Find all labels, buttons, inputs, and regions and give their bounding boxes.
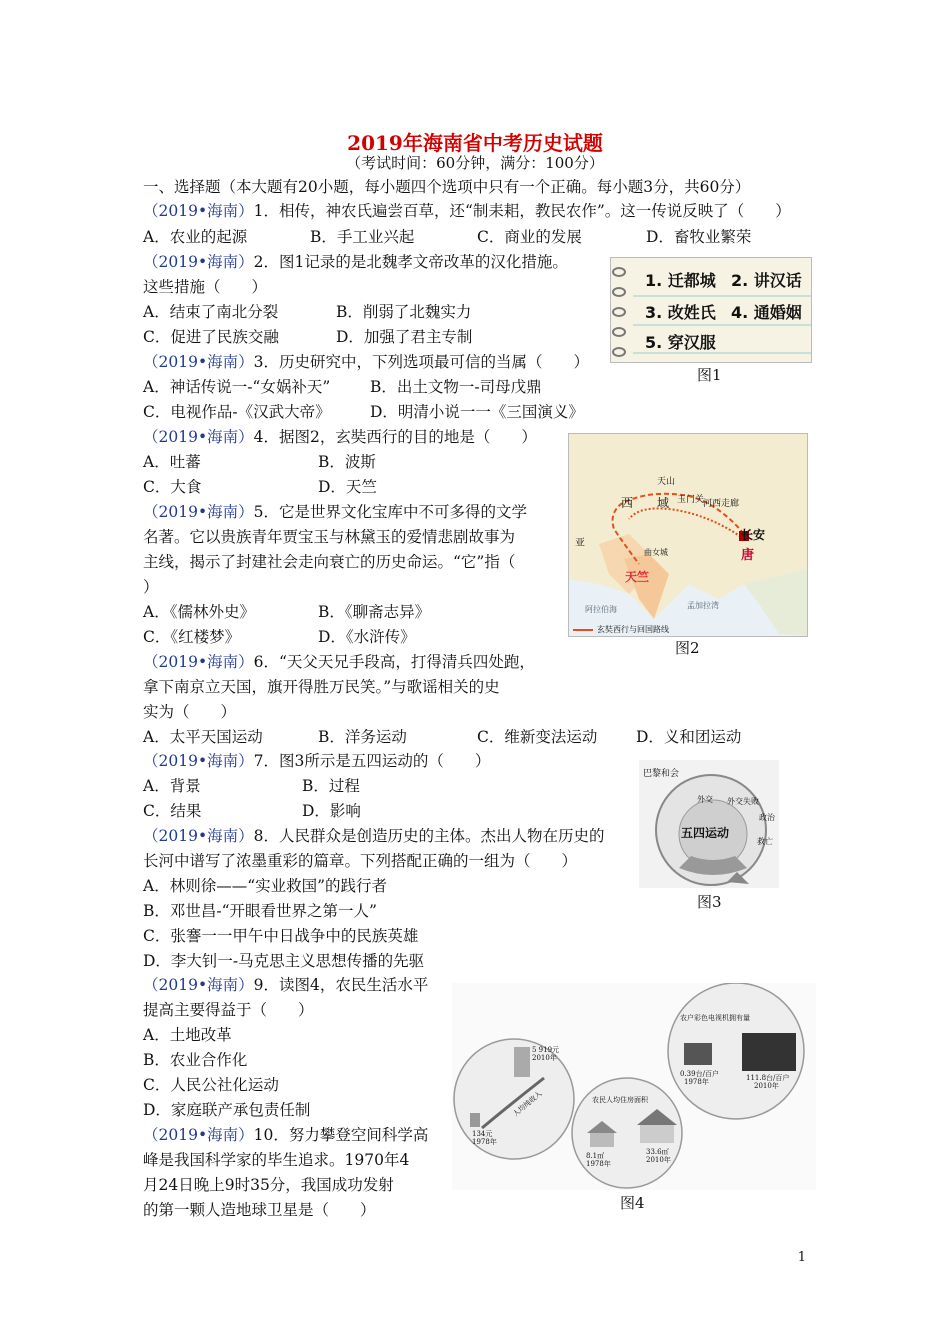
map-label-bay: 孟加拉湾 (687, 601, 719, 610)
option-a: A．土地改革 (143, 1026, 232, 1044)
question-stem: 1．相传，神农氏遍尝百草，还“制耒耜，教民农作”。这一传说反映了（ ） (253, 202, 791, 220)
source-tag: （2019•海南） (143, 1126, 254, 1144)
housing-1978-year: 1978年 (586, 1160, 611, 1168)
option-c: C．促进了民族交融 (143, 328, 279, 346)
tv-title: 农户彩色电视机拥有量 (680, 1014, 750, 1022)
measure-5: 5. 穿汉服 (645, 333, 716, 352)
question-7 (143, 751, 490, 771)
diagram-ring-label: 外交 (697, 795, 713, 804)
tv-2010-year: 2010年 (754, 1082, 779, 1090)
figure-2-map (568, 433, 808, 637)
exam-title: 2019年海南省中考历史试题 (347, 131, 603, 155)
option-d: D．影响 (302, 802, 361, 820)
option-c: C．人民公社化运动 (143, 1076, 279, 1094)
source-tag: （2019•海南） (143, 976, 254, 994)
tv-2010-value: 111.8台/百户 (746, 1074, 790, 1082)
question-stem: 主线，揭示了封建社会走向衰亡的历史命运。“它”指（ (143, 553, 516, 571)
option-a: A．太平天国运动 (143, 728, 263, 746)
income-2010-value: 5 919元 (532, 1046, 560, 1054)
housing-1978-value: 8.1㎡ (586, 1152, 605, 1160)
option-c: C．大食 (143, 478, 202, 496)
tv-1978-value: 0.39台/百户 (680, 1070, 719, 1078)
question-stem: 提高主要得益于（ ） (143, 1001, 314, 1019)
question-4 (143, 427, 537, 447)
question-2 (143, 252, 568, 272)
income-arrow-label: 人均纯收入 (511, 1089, 544, 1119)
figure-4-caption: 图4 (620, 1194, 645, 1212)
map-label-region: 域 (657, 496, 670, 510)
housing-2010-value: 33.6㎡ (646, 1148, 669, 1156)
question-stem: 2．图1记录的是北魏孝文帝改革的汉化措施。 (253, 253, 568, 271)
diagram-ring-label: 救亡 (757, 837, 773, 846)
option-c: C．商业的发展 (477, 228, 582, 246)
question-10 (143, 1125, 428, 1145)
map-label-west: 西 (621, 496, 634, 510)
diagram-center-label: 五四运动 (681, 826, 730, 840)
option-b: B．过程 (302, 777, 360, 795)
source-tag: （2019•海南） (143, 653, 254, 671)
option-b: B．洋务运动 (318, 728, 407, 746)
question-stem: 6．“天父天兄手段高，打得清兵四处跑， (253, 653, 535, 671)
question-stem: 拿下南京立天国，旗开得胜万民笑。”与歌谣相关的史 (143, 678, 500, 696)
income-1978-value: 134元 (472, 1130, 493, 1138)
question-stem: ） (143, 578, 159, 596)
tv-1978-year: 1978年 (684, 1078, 709, 1086)
option-c: C．《红楼梦》 (143, 628, 241, 646)
source-tag: （2019•海南） (143, 202, 254, 220)
option-b: B．邓世昌-“开眼看世界之第一人” (143, 902, 377, 920)
figure-3-diagram (639, 760, 779, 888)
question-5 (143, 502, 527, 522)
page-number: 1 (797, 1250, 806, 1265)
measure-4: 4. 通婚姻 (731, 303, 802, 322)
map-label-hexi: 河西走廊 (703, 499, 740, 509)
question-stem: 9．读图4，农民生活水平 (253, 976, 429, 994)
source-tag: （2019•海南） (143, 253, 254, 271)
question-stem: 峰是我国科学家的毕生追求。1970年4 (143, 1151, 410, 1169)
option-a: A．吐蕃 (143, 453, 201, 471)
diagram-ring-label: 外交失败 (727, 797, 759, 806)
question-stem: 4．据图2，玄奘西行的目的地是（ ） (253, 428, 537, 446)
question-stem: 7．图3所示是五四运动的（ ） (253, 752, 491, 770)
question-stem: 实为（ ） (143, 703, 237, 721)
figure-1-notebook (610, 257, 812, 363)
option-d: D．李大钊一-马克思主义思想传播的先驱 (143, 952, 425, 970)
map-label-yumen: 玉门关 (677, 495, 705, 505)
map-label-changan: 长安 (741, 528, 766, 542)
option-d: D．加强了君主专制 (336, 328, 473, 346)
housing-title: 农民人均住房面积 (592, 1096, 648, 1104)
question-3 (143, 352, 589, 372)
option-a: A．结束了南北分裂 (143, 303, 279, 321)
measure-2: 2. 讲汉话 (731, 271, 802, 290)
map-label-tianzhu: 天竺 (625, 570, 650, 584)
map-label-tianshan: 天山 (657, 477, 676, 487)
housing-2010-year: 2010年 (646, 1156, 671, 1164)
option-c: C．维新变法运动 (477, 728, 598, 746)
option-a: A．农业的起源 (143, 228, 248, 246)
option-b: B．农业合作化 (143, 1051, 248, 1069)
option-a: A．林则徐——“实业救国”的践行者 (143, 877, 388, 895)
measure-1: 1. 迁都城 (645, 271, 716, 290)
figure-4-infographic (452, 983, 816, 1190)
source-tag: （2019•海南） (143, 353, 254, 371)
exam-subtitle: （考试时间：60分钟，满分：100分） (346, 154, 604, 172)
figure-1-caption: 图1 (697, 366, 722, 384)
map-label-arabian-sea: 阿拉伯海 (585, 605, 617, 614)
section-heading: 一、选择题（本大题有20小题，每小题四个选项中只有一个正确。每小题3分，共60分） (143, 178, 751, 196)
map-label-asia: 亚 (575, 538, 585, 549)
map-legend: 玄奘西行与回国路线 (597, 625, 669, 634)
question-stem: 这些措施（ ） (143, 278, 268, 296)
option-b: B．波斯 (318, 453, 376, 471)
map-label-qunvcheng: 曲女城 (644, 548, 668, 557)
question-8 (143, 826, 604, 846)
question-stem: 3．历史研究中，下列选项最可信的当属（ ） (253, 353, 589, 371)
option-a: A．背景 (143, 777, 201, 795)
option-c: C．电视作品-《汉武大帝》 (143, 403, 331, 421)
option-c: C．张謇一一甲午中日战争中的民族英雄 (143, 927, 419, 945)
source-tag: （2019•海南） (143, 827, 254, 845)
question-stem: 8．人民群众是创造历史的主体。杰出人物在历史的 (253, 827, 605, 845)
option-b: B．《聊斋志异》 (318, 603, 431, 621)
question-1 (143, 201, 791, 221)
option-d: D．《水浒传》 (318, 628, 416, 646)
option-b: B．削弱了北魏实力 (336, 303, 472, 321)
option-d: D．义和团运动 (636, 728, 742, 746)
measure-3: 3. 改姓氏 (645, 303, 716, 322)
question-stem: 长河中谱写了浓墨重彩的篇章。下列搭配正确的一组为（ ） (143, 852, 578, 870)
question-stem: 5．它是世界文化宝库中不可多得的文学 (253, 503, 527, 521)
figure-3-caption: 图3 (697, 893, 722, 911)
option-d: D．畜牧业繁荣 (646, 228, 752, 246)
map-label-tang: 唐 (741, 548, 755, 563)
question-stem: 的第一颗人造地球卫星是（ ） (143, 1201, 376, 1219)
source-tag: （2019•海南） (143, 752, 254, 770)
option-d: D．天竺 (318, 478, 377, 496)
question-9 (143, 975, 428, 995)
option-d: D．明清小说一一《三国演义》 (370, 403, 584, 421)
question-6 (143, 652, 535, 672)
question-stem: 10．努力攀登空间科学高 (253, 1126, 429, 1144)
source-tag: （2019•海南） (143, 503, 254, 521)
option-a: A．《儒林外史》 (143, 603, 255, 621)
income-2010-year: 2010年 (532, 1054, 557, 1062)
option-b: B．手工业兴起 (310, 228, 415, 246)
question-stem: 名著。它以贵族青年贾宝玉与林黛玉的爱情悲剧故事为 (143, 528, 516, 546)
source-tag: （2019•海南） (143, 428, 254, 446)
diagram-ring-label: 政治 (759, 813, 775, 822)
option-a: A．神话传说一-“女娲补天” (143, 378, 331, 396)
income-1978-year: 1978年 (472, 1138, 497, 1146)
option-c: C．结果 (143, 802, 202, 820)
figure-2-caption: 图2 (675, 639, 700, 657)
diagram-ring-label: 巴黎和会 (643, 769, 680, 779)
option-b: B．出土文物一-司母戊鼎 (370, 378, 542, 396)
option-d: D．家庭联产承包责任制 (143, 1101, 311, 1119)
question-stem: 月24日晚上9时35分，我国成功发射 (143, 1176, 394, 1194)
